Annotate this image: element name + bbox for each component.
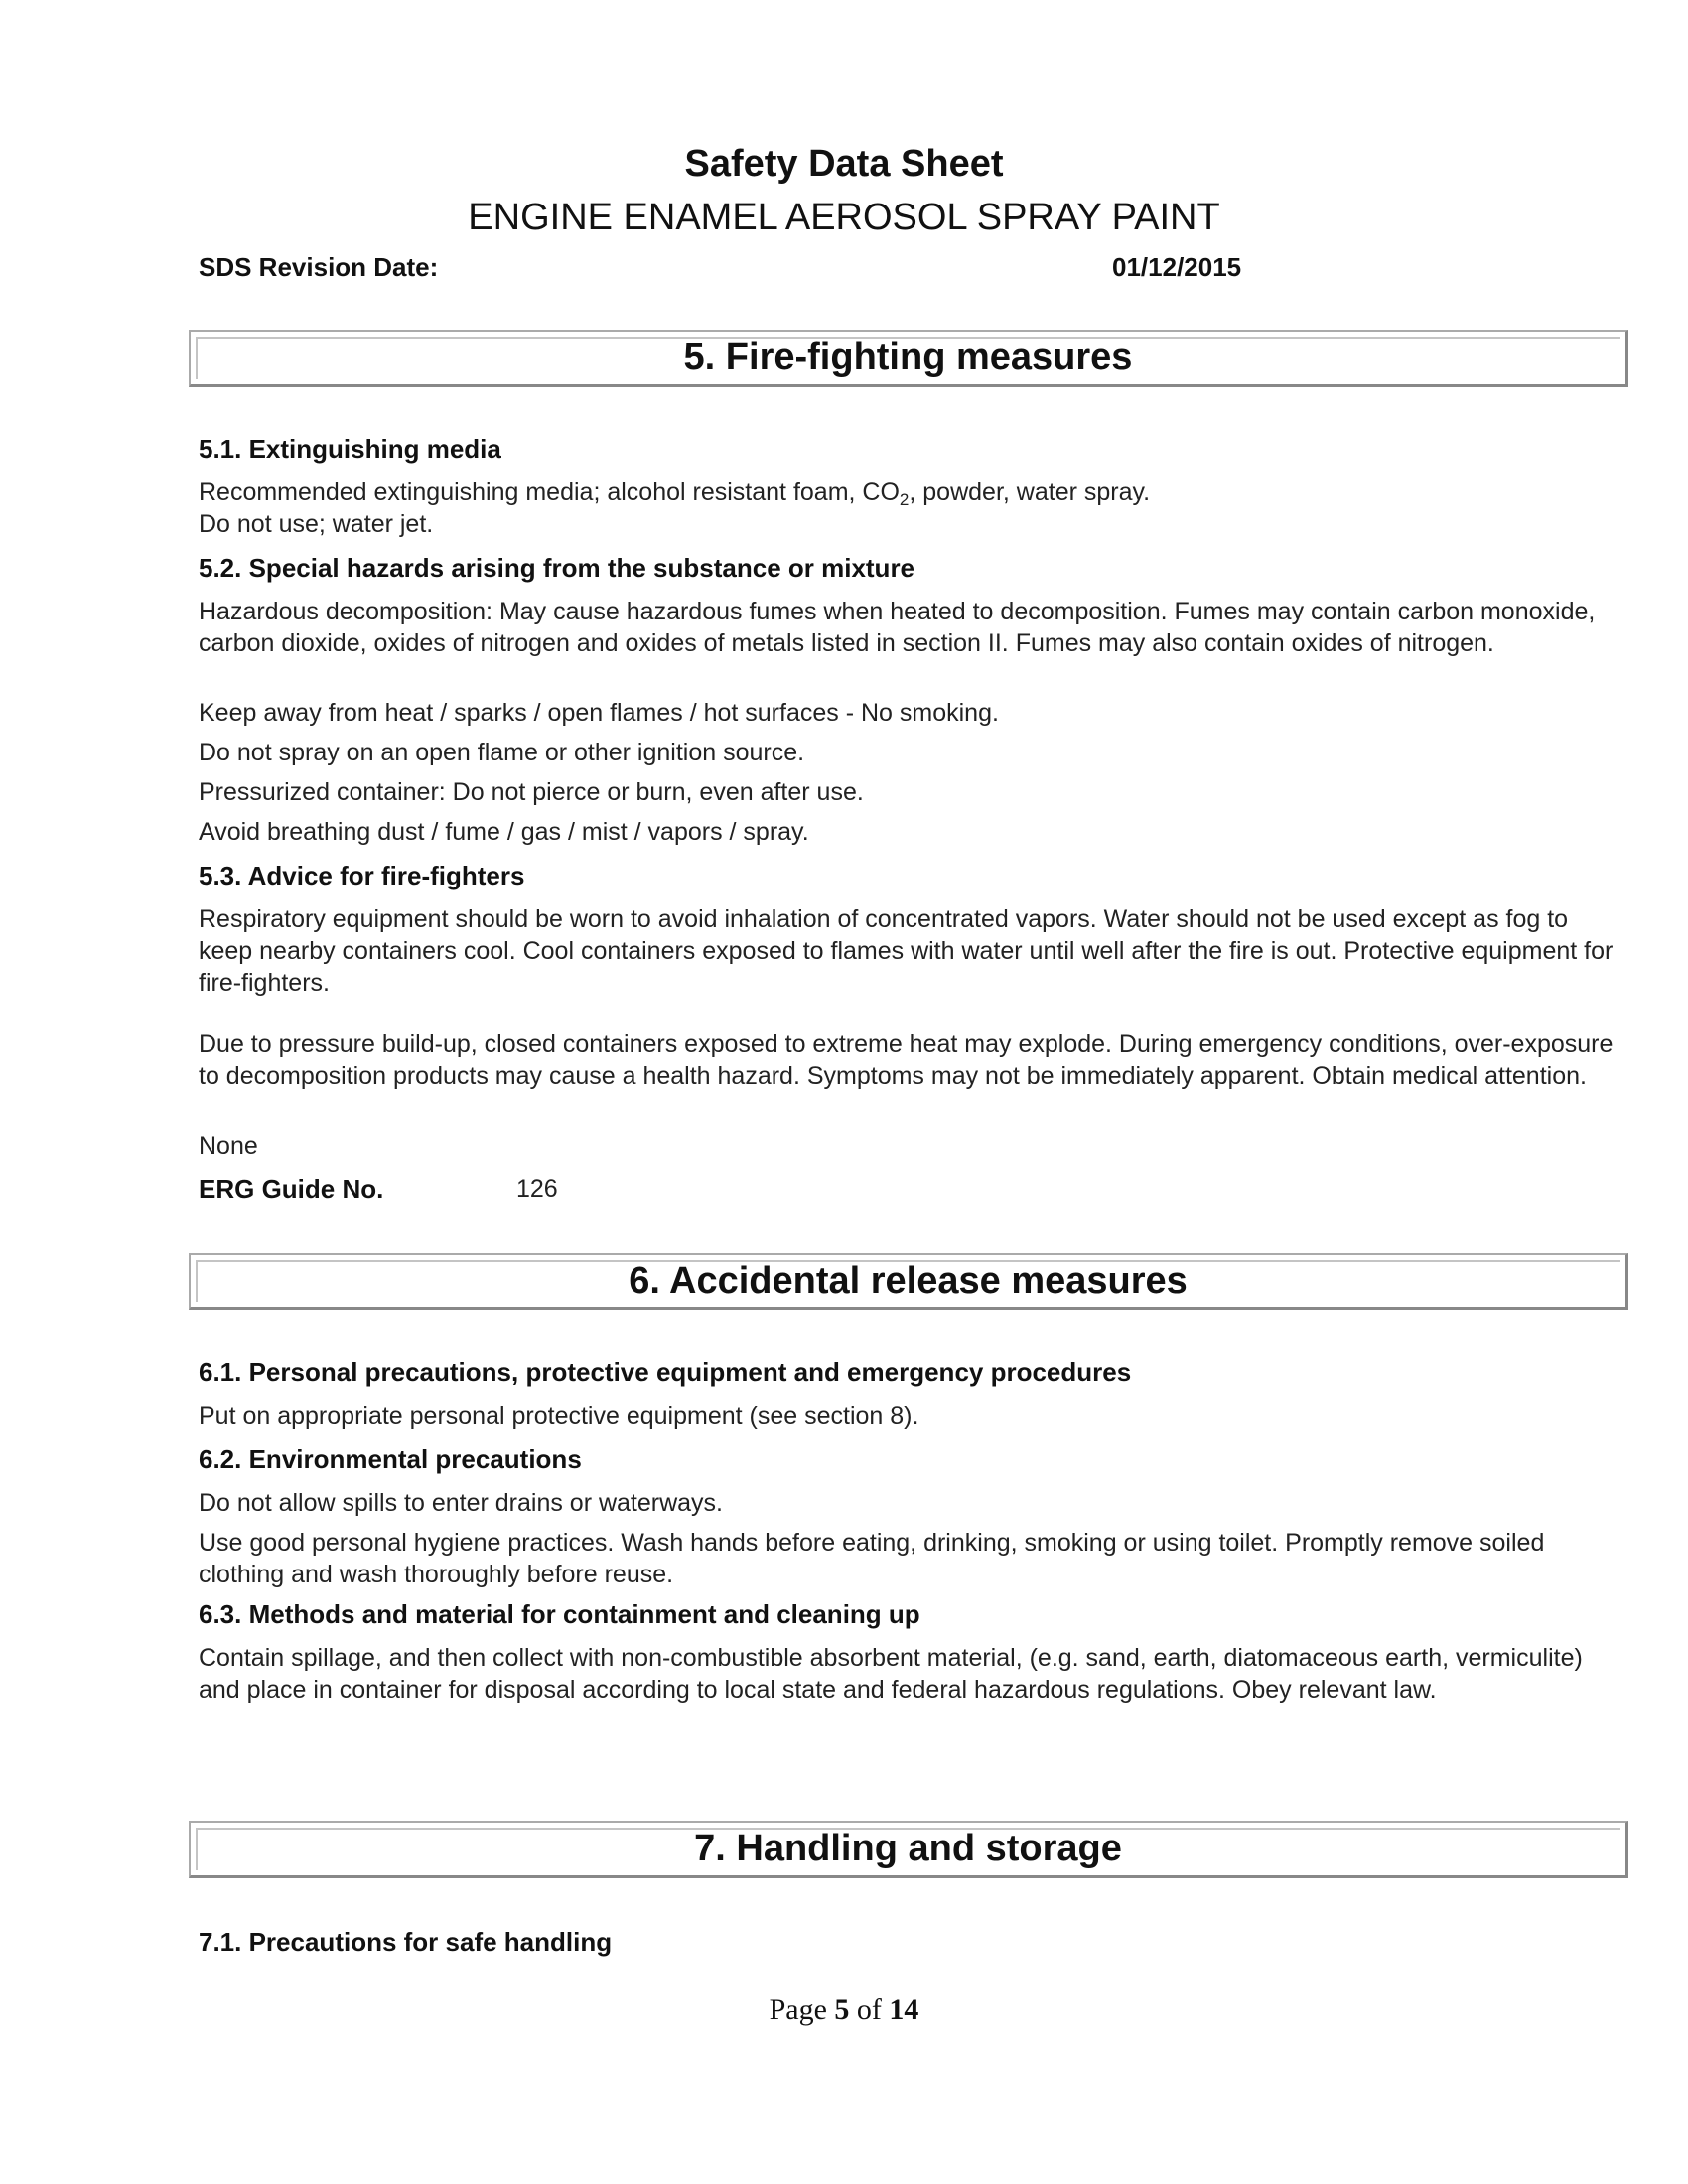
heading-7-1: 7.1. Precautions for safe handling (199, 1927, 613, 1957)
hygiene-practices-text: Use good personal hygiene practices. Wash hands before eating, drinking, smoking or using toilet. Promptly remove soiled clothing and wash thoroughly before reuse. (199, 1529, 1545, 1588)
section-7-header (189, 1821, 1628, 1878)
section-7-title: 7. Handling and storage (694, 1828, 1122, 1869)
extinguishing-media-recommended (199, 477, 1628, 508)
revision-date-value: 01/12/2015 (1112, 252, 1242, 282)
section-5-title: 5. Fire-fighting measures (683, 337, 1133, 378)
none-text: None (199, 1132, 258, 1160)
page-total: 14 (889, 1993, 919, 2026)
personal-precautions-text: Put on appropriate personal protective equipment (see section 8). (199, 1402, 919, 1430)
subscript-2: 2 (899, 490, 910, 509)
section-5-header (189, 330, 1628, 387)
text-part: Recommended extinguishing media; alcohol resistant foam, CO (199, 478, 900, 506)
hazardous-decomposition-text: Hazardous decomposition: May cause hazardous fumes when heated to decomposition. Fumes may contain carbon monoxide, carbon dioxide, oxides of nitrogen and oxides of metals listed in section II. Fumes may also contain oxides of nitrogen. (199, 598, 1596, 657)
erg-guide-label: ERG Guide No. (199, 1174, 384, 1204)
document-title: Safety Data Sheet (684, 143, 1004, 185)
firefighter-advice-text: Respiratory equipment should be worn to avoid inhalation of concentrated vapors. Water should not be used except as fog to keep nearby containers cool. Cool containers exposed to flames with water until well after the fire is out. Protective equipment for fire-fighters. (199, 905, 1614, 997)
spills-drains-text: Do not allow spills to enter drains or waterways. (199, 1489, 724, 1517)
page-word: Page (769, 1993, 827, 2026)
avoid-breathing-text: Avoid breathing dust / fume / gas / mist / vapors / spray. (199, 818, 809, 846)
pressure-buildup-text: Due to pressure build-up, closed containers exposed to extreme heat may explode. During emergency conditions, over-exposure to decomposition products may cause a health hazard. Symptoms may not be immediately apparent. Obtain medical attention. (199, 1030, 1614, 1090)
heading-5-3: 5.3. Advice for fire-fighters (199, 861, 525, 890)
text-part: , powder, water spray. (909, 478, 1151, 506)
heading-5-2: 5.2. Special hazards arising from the substance or mixture (199, 553, 915, 583)
heading-6-2: 6.2. Environmental precautions (199, 1444, 582, 1474)
section-6-title: 6. Accidental release measures (629, 1260, 1188, 1301)
do-not-spray-text: Do not spray on an open flame or other ignition source. (199, 739, 805, 766)
containment-text: Contain spillage, and then collect with non-combustible absorbent material, (e.g. sand, earth, diatomaceous earth, vermiculite) and place in container for disposal according to local state and federal hazardous regulations. Obey relevant law. (199, 1644, 1583, 1704)
revision-date-label: SDS Revision Date: (199, 252, 439, 282)
page-of: of (856, 1993, 882, 2026)
section-6-header (189, 1253, 1628, 1310)
product-name: ENGINE ENAMEL AEROSOL SPRAY PAINT (468, 197, 1220, 238)
pressurized-container-text: Pressurized container: Do not pierce or burn, even after use. (199, 778, 864, 806)
page-number (0, 1993, 1688, 2027)
heading-6-1: 6.1. Personal precautions, protective equipment and emergency procedures (199, 1357, 1132, 1387)
page-current: 5 (834, 1993, 850, 2026)
heading-6-3: 6.3. Methods and material for containment and cleaning up (199, 1599, 920, 1629)
erg-guide-value: 126 (516, 1175, 558, 1203)
heading-5-1: 5.1. Extinguishing media (199, 434, 501, 464)
extinguishing-media-avoid: Do not use; water jet. (199, 510, 434, 538)
keep-away-text: Keep away from heat / sparks / open flames / hot surfaces - No smoking. (199, 699, 999, 727)
